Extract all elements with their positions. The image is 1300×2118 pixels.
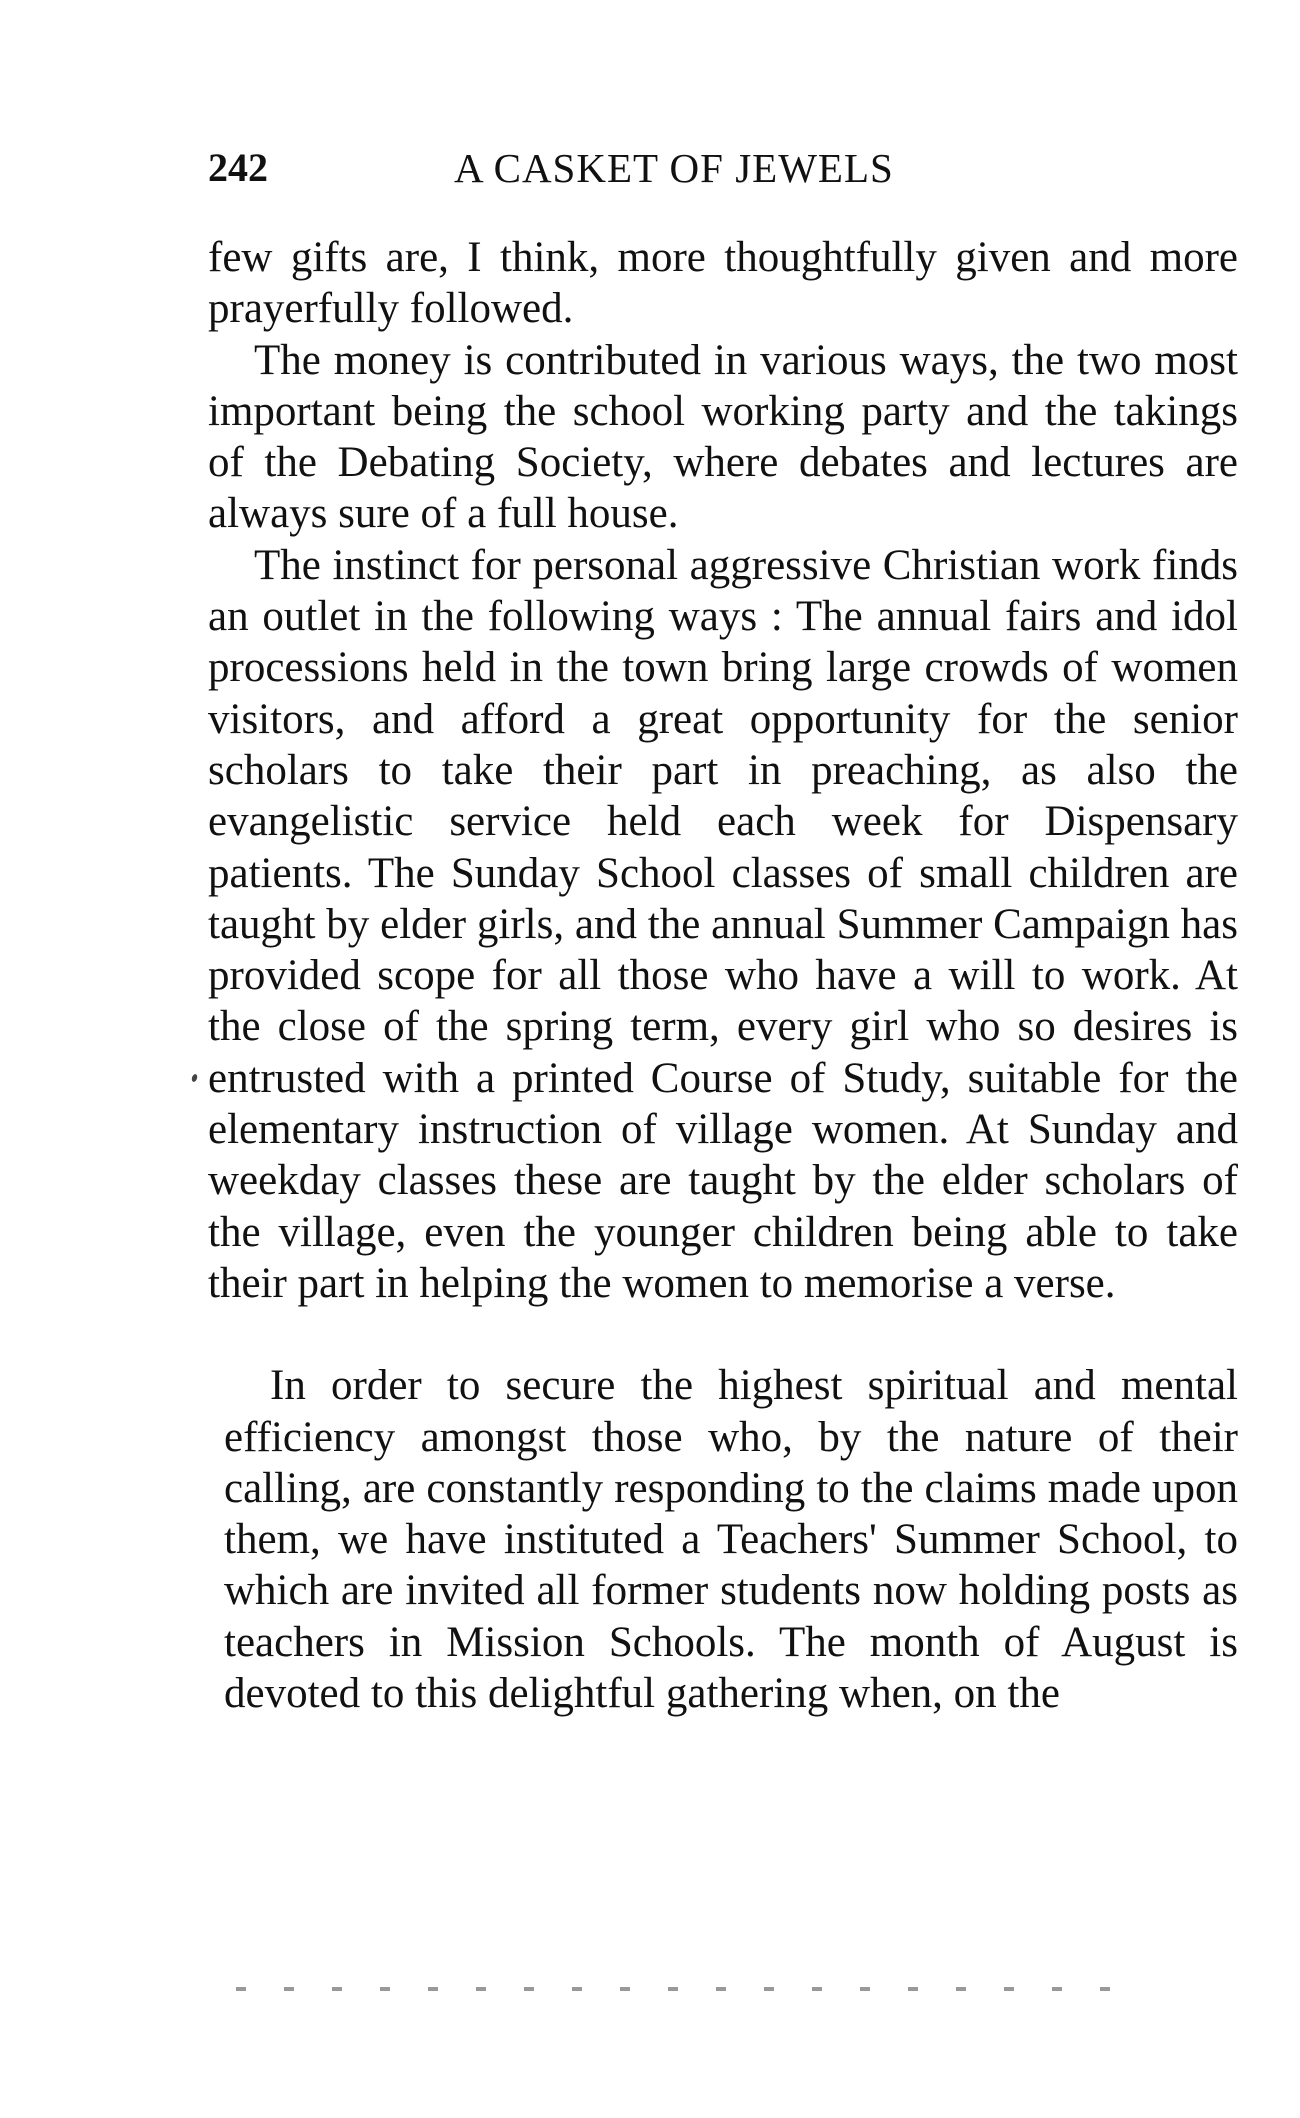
paragraph-christian-work: The instinct for personal aggressive Christian work finds an outlet in the following ways : The annual fairs and idol processions held in the town bring large crowds of women visitors, and afford a great opportunity for the senior scholars to take their part in preaching, as also the evangelistic service held each week for Dispensary patients. The Sunday School classes of small children are taught by elder girls, and the annual Summer Campaign has provided scope for all those who have a will to work. At the close of the spring term, every girl who so desires is entrusted with a printed Course of Study, suitable for the elementary instruction of village women. At Sunday and weekday classes these are taught by the elder scholars of the village, even the younger children being able to take their part in helping the women to memorise a verse.: [208, 541, 1238, 1307]
paragraph-money: The money is contributed in various ways, the two most important being the school working party and the takings of the Debating Society, where debates and lectures are always sure of a full house.: [208, 336, 1238, 538]
running-title: A CASKET OF JEWELS: [454, 145, 894, 191]
margin-mark: [191, 1073, 198, 1082]
cut-off-next-line: [236, 1987, 1136, 1991]
body-text: [208, 232, 1238, 1719]
page-number: 242: [208, 145, 268, 190]
running-head: [208, 140, 1238, 196]
paragraph-continuation: few gifts are, I think, more thoughtfully given and more prayerfully followed.: [208, 234, 1238, 333]
paragraph-summer-school: In order to secure the highest spiritual and mental efficiency amongst those who, by the nature of their calling, are constantly responding to the claims made upon them, we have instituted a Teachers' Summer School, to which are invited all former students now holding posts as teachers in Mission Schools. The month of August is devoted to this delightful gathering when, on the: [224, 1362, 1238, 1718]
